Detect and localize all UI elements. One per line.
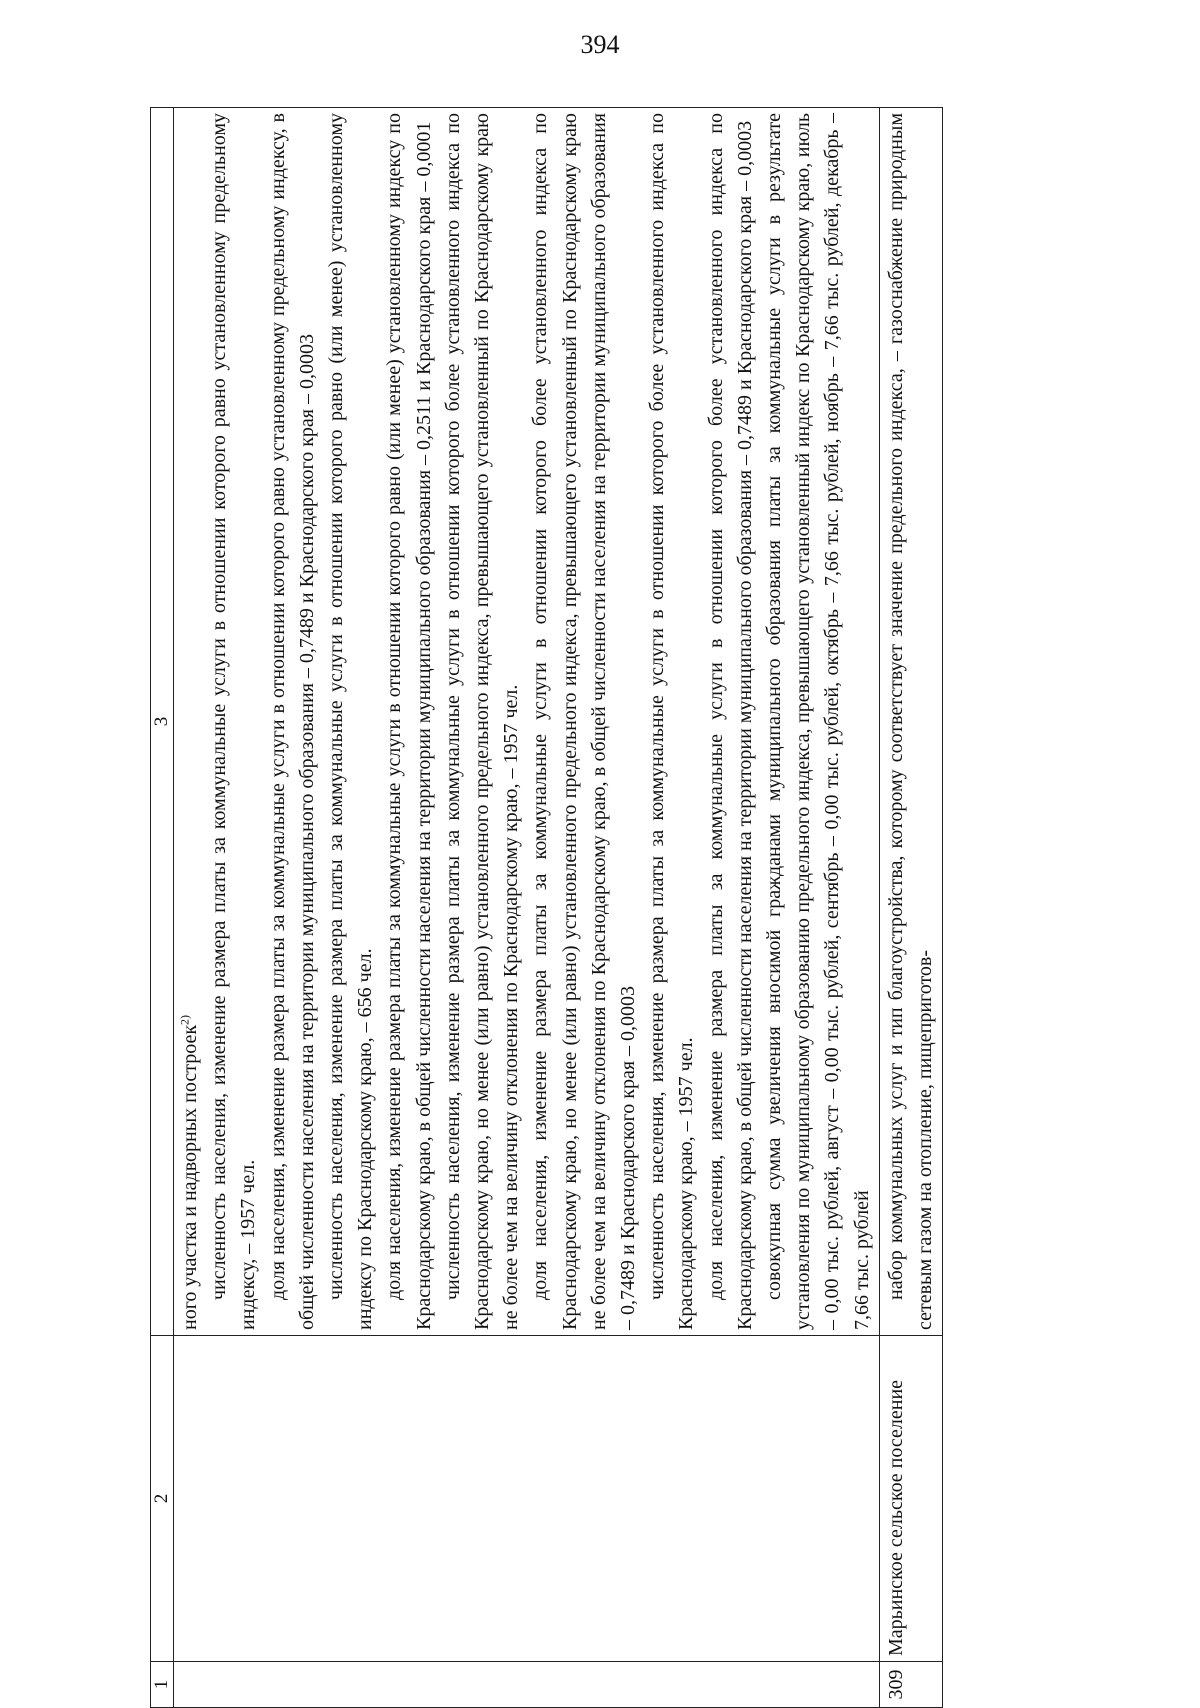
footnote-mark: 2): [177, 1014, 192, 1025]
paragraph: набор коммунальных услуг и тип благоустройства, которому соответствует значение предельного индекса, – газоснабжение природным сетевым газом на отопление, пищеприготов-: [884, 113, 937, 1330]
paragraph: численность населения, изменение размера платы за коммунальные услуги в отношении которого более установленного индекса по Краснодарскому краю, но менее (или равно) установленного предельного индекса, превышающего установленный по Краснодарскому краю не более чем на величину отклонения по Краснодарскому краю, – 1957 чел.: [441, 113, 523, 1330]
row-number-cell: 309: [879, 1662, 942, 1708]
row-number-cell: [174, 1662, 880, 1708]
paragraph: совокупная сумма увеличения вносимой гражданами муниципального образования платы за коммунальные услуги в результате установления по муниципальному образованию предельного индекса, превышающего установленный индекс по Краснодарскому краю, июль – 0,00 тыс. рублей, август – 0,00 тыс. рублей, сентябрь – 0,00 тыс. рублей, октябрь – 7,66 тыс. рублей, ноябрь – 7,66 тыс. рублей, декабрь – 7,66 тыс. рублей: [763, 113, 873, 1330]
rotated-table-container: [150, 108, 1158, 1708]
table-row: [174, 108, 880, 1708]
header-col-1: 1: [151, 1662, 174, 1708]
table-header-row: [151, 108, 174, 1708]
data-table: [150, 107, 943, 1708]
row-text-cell: [174, 108, 880, 1336]
table-row: [879, 108, 942, 1708]
paragraph: [176, 113, 205, 1330]
paragraph: численность населения, изменение размера платы за коммунальные услуги в отношении которого более установленного индекса по Краснодарскому краю, – 1957 чел.: [646, 113, 698, 1330]
paragraph: численность населения, изменение размера платы за коммунальные услуги в отношении которого равно установленному предельному индексу, – 1957 чел.: [208, 113, 260, 1330]
page-number: 394: [580, 30, 620, 59]
row-text-cell: [879, 108, 942, 1336]
paragraph: доля населения, изменение размера платы за коммунальные услуги в отношении которого равно (или менее) установленному индексу по Краснодарскому краю, в общей численности населения на территории муниципального образования – 0,2511 и Краснодарского края – 0,0001: [383, 113, 435, 1330]
paragraph: доля населения, изменение размера платы за коммунальные услуги в отношении которого более установленного индекса по Краснодарскому краю, в общей численности населения на территории муниципального образования – 0,7489 и Краснодарского края – 0,0003: [704, 113, 756, 1330]
paragraph-text: ного участка и надворных построек: [179, 1024, 201, 1330]
header-col-3: 3: [151, 108, 174, 1336]
row-name-cell: [174, 1336, 880, 1662]
paragraph: доля населения, изменение размера платы за коммунальные услуги в отношении которого равно установленному предельному индексу, в общей численности населения на территории муниципального образования – 0,7489 и Краснодарского края – 0,0003: [266, 113, 318, 1330]
header-col-2: 2: [151, 1336, 174, 1662]
row-name-cell: Марьинское сельское поселение: [879, 1336, 942, 1662]
paragraph: доля населения, изменение размера платы за коммунальные услуги в отношении которого более установленного индекса по Краснодарскому краю, но менее (или равно) установленного предельного индекса, превышающего установленный по Краснодарскому краю не более чем на величину отклонения по Краснодарскому краю, в общей численности населения на территории муниципального образования – 0,7489 и Краснодарского края – 0,0003: [529, 113, 640, 1330]
paragraph: численность населения, изменение размера платы за коммунальные услуги в отношении которого равно (или менее) установленному индексу по Краснодарскому краю, – 656 чел.: [325, 113, 377, 1330]
